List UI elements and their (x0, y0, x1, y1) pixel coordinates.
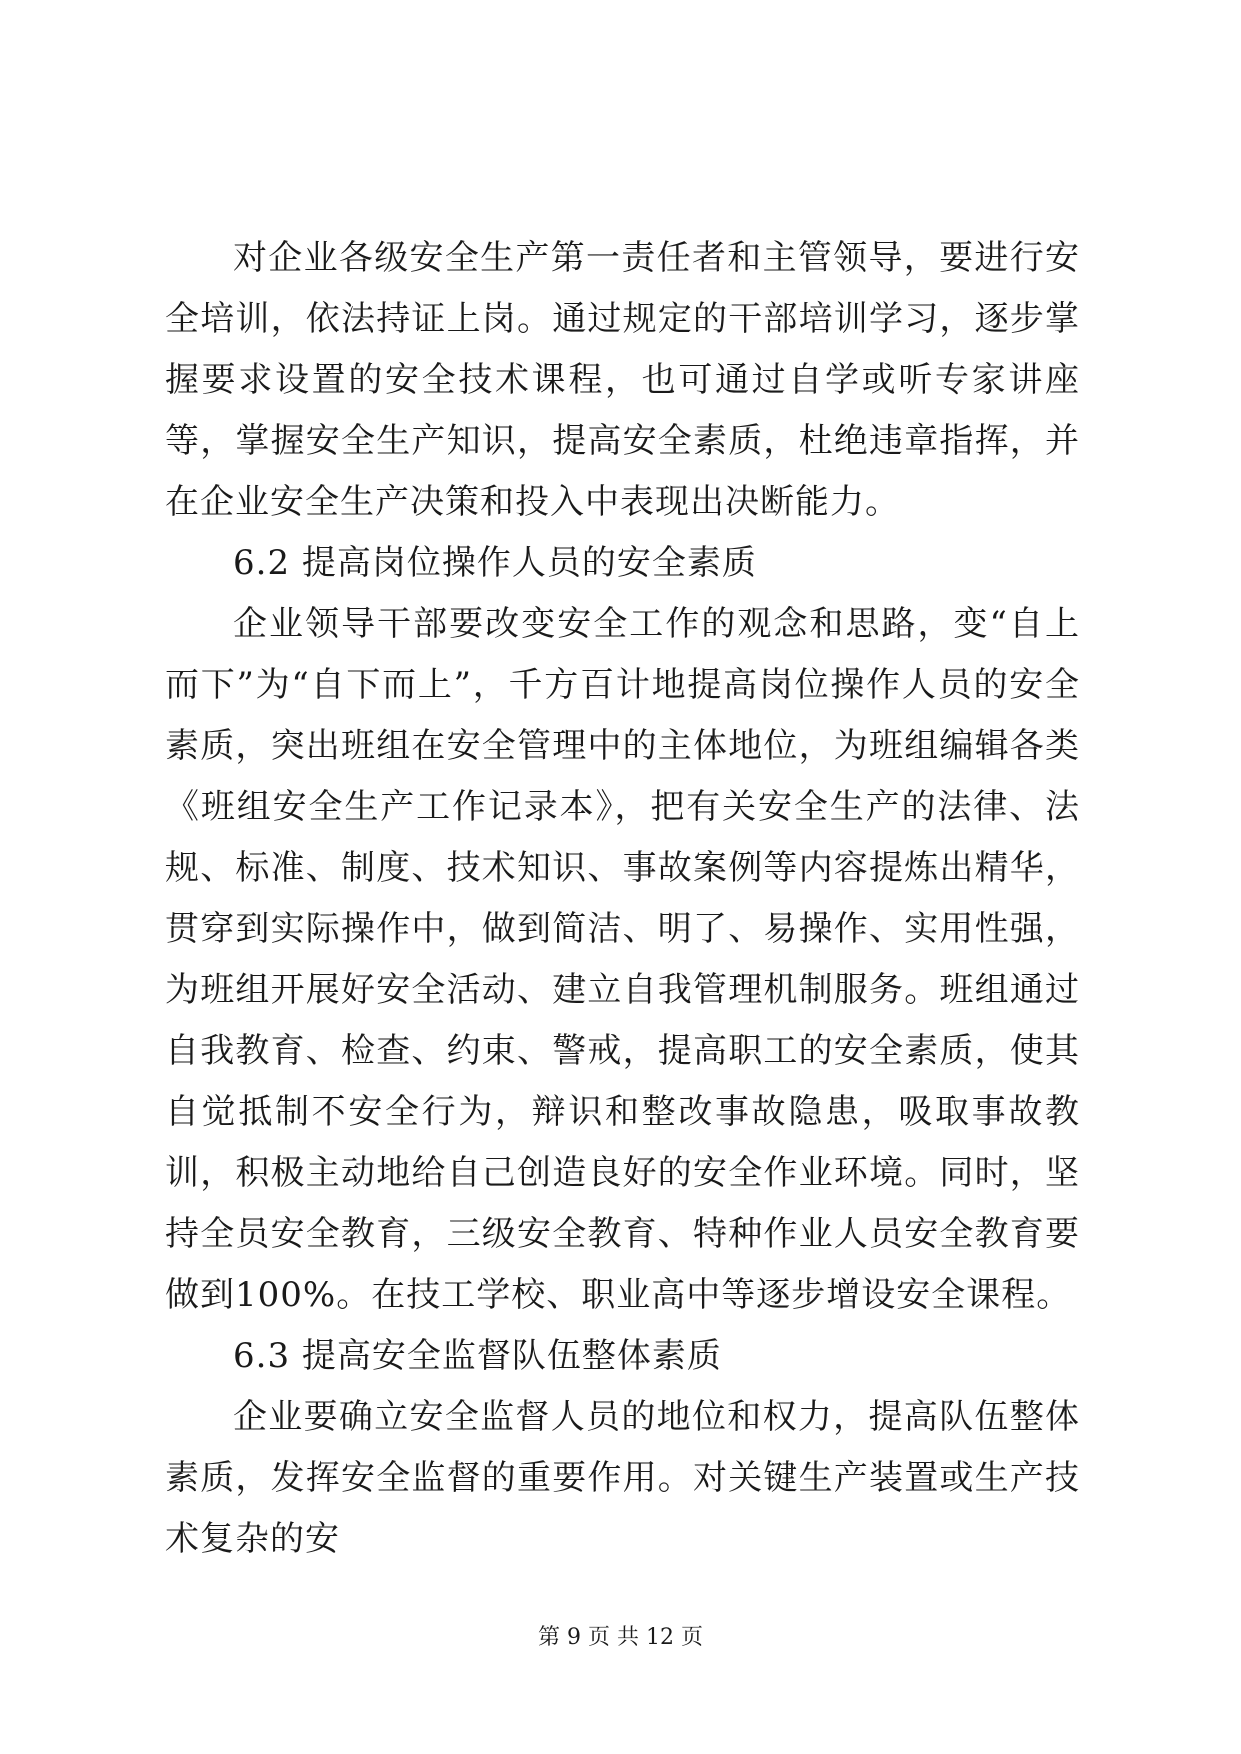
paragraph-supervision-team: 企业要确立安全监督人员的地位和权力，提高队伍整体素质，发挥安全监督的重要作用。对关键生产装置或生产技术复杂的安 (165, 1397, 1080, 1559)
paragraph-operator-quality: 企业领导干部要改变安全工作的观念和思路，变“自上而下”为“自下而上”，千方百计地提高岗位操作人员的安全素质，突出班组在安全管理中的主体地位，为班组编辑各类《班组安全生产工作记录本》，把有关安全生产的法律、法规、标准、制度、技术知识、事故案例等内容提炼出精华，贯穿到实际操作中，做到简洁、明了、易操作、实用性强，为班组开展好安全活动、建立自我管理机制服务。班组通过自我教育、检查、约束、警戒，提高职工的安全素质，使其自觉抵制不安全行为，辩识和整改事故隐患，吸取事故教训，积极主动地给自己创造良好的安全作业环境。同时，坚持全员安全教育，三级安全教育、特种作业人员安全教育要做到100%。在技工学校、职业高中等逐步增设安全课程。 (165, 604, 1080, 1315)
section-heading-6-2: 6.2 提高岗位操作人员的安全素质 (233, 543, 757, 583)
page-number-footer: 第 9 页 共 12 页 (538, 1625, 703, 1650)
paragraph-leader-training: 对企业各级安全生产第一责任者和主管领导，要进行安全培训，依法持证上岗。通过规定的干部培训学习，逐步掌握要求设置的安全技术课程，也可通过自学或听专家讲座等，掌握安全生产知识，提高安全素质，杜绝违章指挥，并在企业安全生产决策和投入中表现出决断能力。 (165, 238, 1080, 522)
section-heading-6-3: 6.3 提高安全监督队伍整体素质 (233, 1336, 722, 1376)
document-body (165, 228, 1080, 1570)
